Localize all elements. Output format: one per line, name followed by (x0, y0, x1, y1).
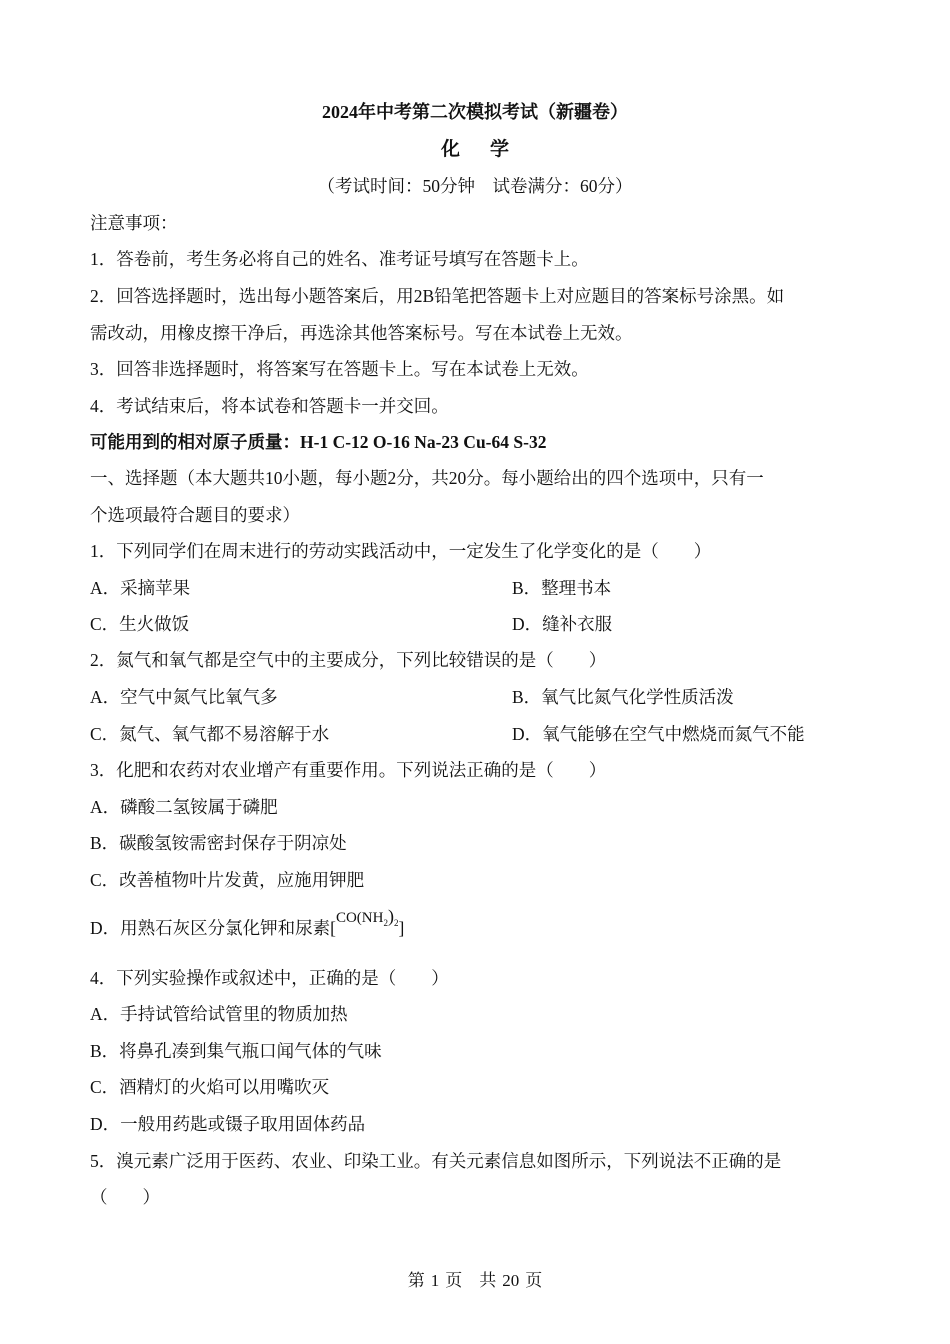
option-c: C．改善植物叶片发黄，应施用钾肥 (90, 870, 365, 890)
option-d-close: ] (398, 918, 405, 938)
exam-info: （考试时间：50分钟 试卷满分：60分） (317, 176, 633, 196)
note-item: 4．考试结束后，将本试卷和答题卡一并交回。 (90, 396, 449, 416)
note-item: 3．回答非选择题时，将答案写在答题卡上。写在本试卷上无效。 (90, 359, 589, 379)
urea-formula: $CO(NH_2)_2$ (335, 906, 399, 928)
option-row (90, 685, 860, 709)
question-stem: 5．溴元素广泛用于医药、农业、印染工业。有关元素信息如图所示，下列说法不正确的是 (90, 1151, 782, 1171)
option-row (90, 576, 860, 600)
option-d-text: D．用熟石灰区分氯化钾和尿素[ (90, 918, 336, 938)
question-stem: （ ） (90, 1187, 160, 1207)
option-a: A．手持试管给试管里的物质加热 (90, 1004, 348, 1024)
note-item: 2．回答选择题时，选出每小题答案后，用2B铅笔把答题卡上对应题目的答案标号涂黑。如 (90, 286, 785, 306)
option-b: B．将鼻孔凑到集气瓶口闻气体的气味 (90, 1041, 382, 1061)
note-item: 1．答卷前，考生务必将自己的姓名、准考证号填写在答题卡上。 (90, 249, 589, 269)
option-c: C．生火做饭 (90, 614, 190, 634)
question-stem: 3．化肥和农药对农业增产有重要作用。下列说法正确的是（ ） (90, 760, 607, 780)
option-a: A．采摘苹果 (90, 578, 191, 598)
question-stem: 2．氮气和氧气都是空气中的主要成分，下列比较错误的是（ ） (90, 650, 607, 670)
option-c: C．酒精灯的火焰可以用嘴吹灭 (90, 1077, 330, 1097)
subject-title: 化学 (440, 139, 539, 160)
option-b: B．整理书本 (512, 578, 612, 598)
option-b: B．氧气比氮气化学性质活泼 (512, 687, 734, 707)
page-footer: 第 1 页 共 20 页 (407, 1271, 543, 1290)
option-row (90, 722, 860, 746)
notes-heading: 注意事项： (90, 213, 178, 233)
option-d (90, 906, 860, 947)
option-row (90, 612, 860, 636)
page-total: 20 (502, 1271, 520, 1290)
note-item: 需改动，用橡皮擦干净后，再选涂其他答案标号。写在本试卷上无效。 (90, 323, 633, 343)
option-c: C．氮气、氧气都不易溶解于水 (90, 724, 330, 744)
exam-title: 2024年中考第二次模拟考试（新疆卷） (322, 102, 628, 122)
question-stem: 1．下列同学们在周末进行的劳动实践活动中，一定发生了化学变化的是（ ） (90, 541, 712, 561)
section-intro: 一、选择题（本大题共10小题，每小题2分，共20分。每小题给出的四个选项中，只有一 (90, 468, 764, 488)
option-b: B．碳酸氢铵需密封保存于阴凉处 (90, 833, 347, 853)
question-stem: 4．下列实验操作或叙述中，正确的是（ ） (90, 968, 449, 988)
option-d: D．缝补衣服 (512, 614, 613, 634)
option-d: D．一般用药匙或镊子取用固体药品 (90, 1114, 366, 1134)
option-a: A．磷酸二氢铵属于磷肥 (90, 797, 278, 817)
page-number: 1 (430, 1271, 440, 1290)
atomic-mass-line: 可能用到的相对原子质量：H-1 C-12 O-16 Na-23 Cu-64 S-32 (90, 432, 547, 452)
option-a: A．空气中氮气比氧气多 (90, 687, 278, 707)
option-d: D．氧气能够在空气中燃烧而氮气不能 (512, 724, 805, 744)
section-intro: 个选项最符合题目的要求） (90, 505, 300, 525)
